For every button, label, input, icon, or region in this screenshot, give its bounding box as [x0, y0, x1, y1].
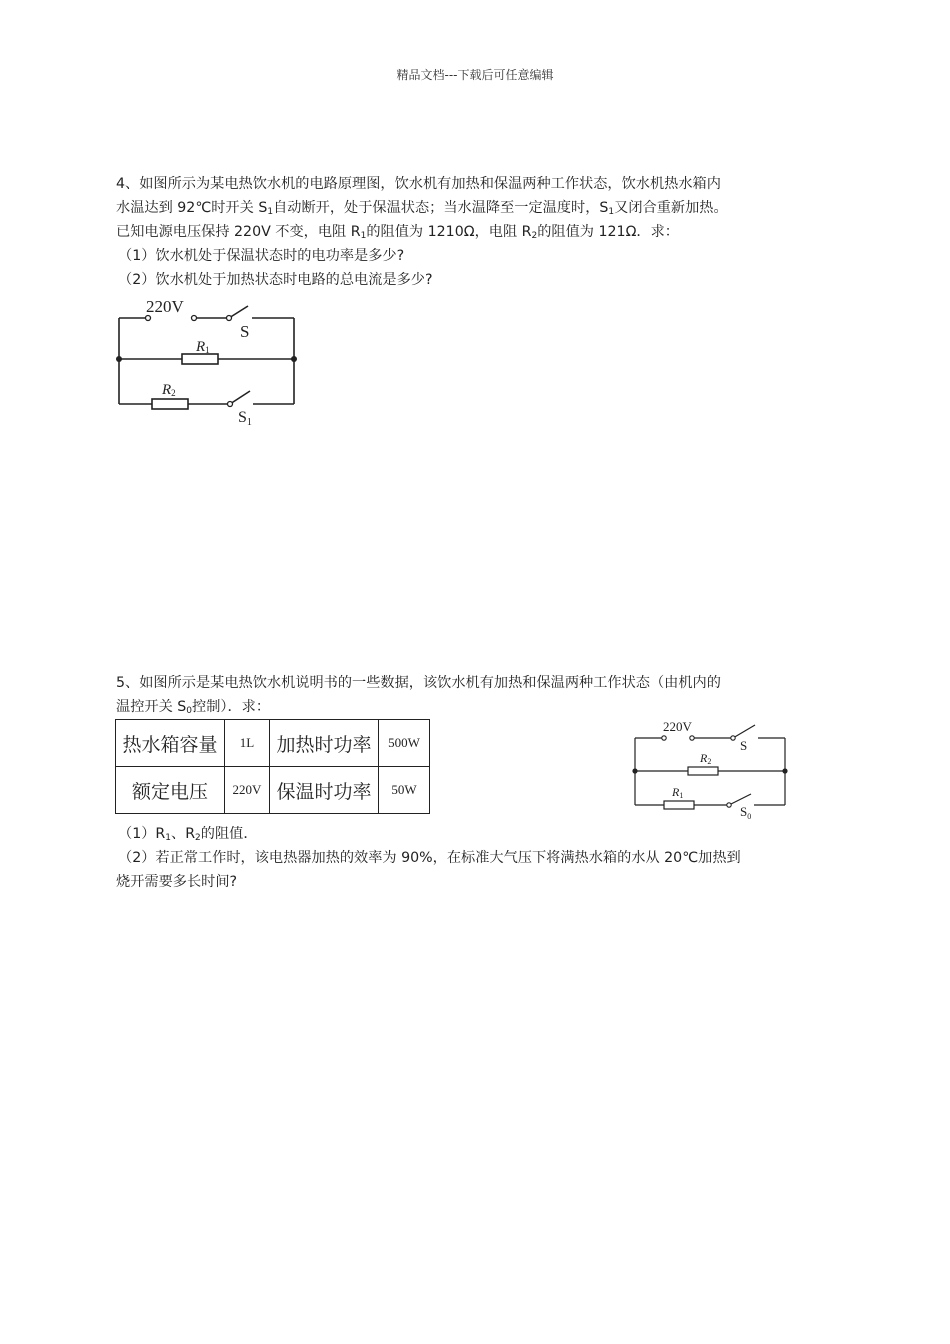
q5-switch-s-label: S [740, 738, 748, 753]
table-cell: 1L [225, 720, 270, 767]
q5-voltage-label: 220V [663, 719, 692, 734]
q4-switch-s-label: S [240, 322, 250, 341]
table-cell: 额定电压 [116, 767, 225, 814]
q4-subquestion-2: （2）饮水机处于加热状态时电路的总电流是多少? [118, 272, 433, 288]
table-cell: 50W [379, 767, 430, 814]
q4-line-2: 水温达到 92℃时开关 $S_1$自动断开，处于保温状态；当水温降至一定温度时，$S_1$又闭合重新加热。 [116, 200, 728, 217]
page-header: 精品文档---下载后可任意编辑 [396, 68, 554, 82]
table-cell: 220V [225, 767, 270, 814]
q5-circuit-diagram [630, 712, 792, 822]
table-cell: 加热时功率 [270, 720, 379, 767]
q4-line-3: 已知电源电压保持 220V 不变，电阻 $R_1$的阻值为 1210Ω，电阻 $R_2$的阻值为 121Ω．求： [116, 224, 679, 241]
spec-table [115, 719, 430, 814]
table-row [116, 720, 430, 767]
q5-line-2: 温控开关 $S_0$控制）．求： [116, 699, 271, 716]
q5-subquestion-2-line-1: （2）若正常工作时，该电热器加热的效率为 90%，在标准大气压下将满热水箱的水从 20℃加热到 [118, 850, 741, 866]
table-cell: 500W [379, 720, 430, 767]
q5-subquestion-2-line-2: 烧开需要多长时间? [116, 874, 238, 890]
q4-r2-label: R2 [162, 382, 176, 398]
q4-voltage-label: 220V [146, 297, 184, 316]
q4-line-1: 4、如图所示为某电热饮水机的电路原理图，饮水机有加热和保温两种工作状态，饮水机热水箱内 [116, 176, 721, 192]
q5-r2-label: R2 [700, 751, 712, 766]
q4-r1-label: R1 [196, 339, 210, 355]
q5-line-1: 5、如图所示是某电热饮水机说明书的一些数据，该饮水机有加热和保温两种工作状态（由机内的 [116, 675, 721, 691]
q5-subquestion-1: $(1)R_1$、$R_2$的阻值． [118, 826, 258, 843]
q5-r1-label: R1 [672, 785, 684, 800]
q4-subquestion-1: （1）饮水机处于保温状态时的电功率是多少? [118, 248, 405, 264]
table-row [116, 767, 430, 814]
q4-switch-s1-label: S1 [238, 409, 252, 427]
question-4 [116, 172, 846, 292]
q5-switch-s0-label: $S_0$ [740, 804, 752, 821]
q5-subquestions [116, 822, 846, 894]
q4-circuit-diagram [112, 292, 302, 427]
table-cell: 热水箱容量 [116, 720, 225, 767]
table-cell: 保温时功率 [270, 767, 379, 814]
